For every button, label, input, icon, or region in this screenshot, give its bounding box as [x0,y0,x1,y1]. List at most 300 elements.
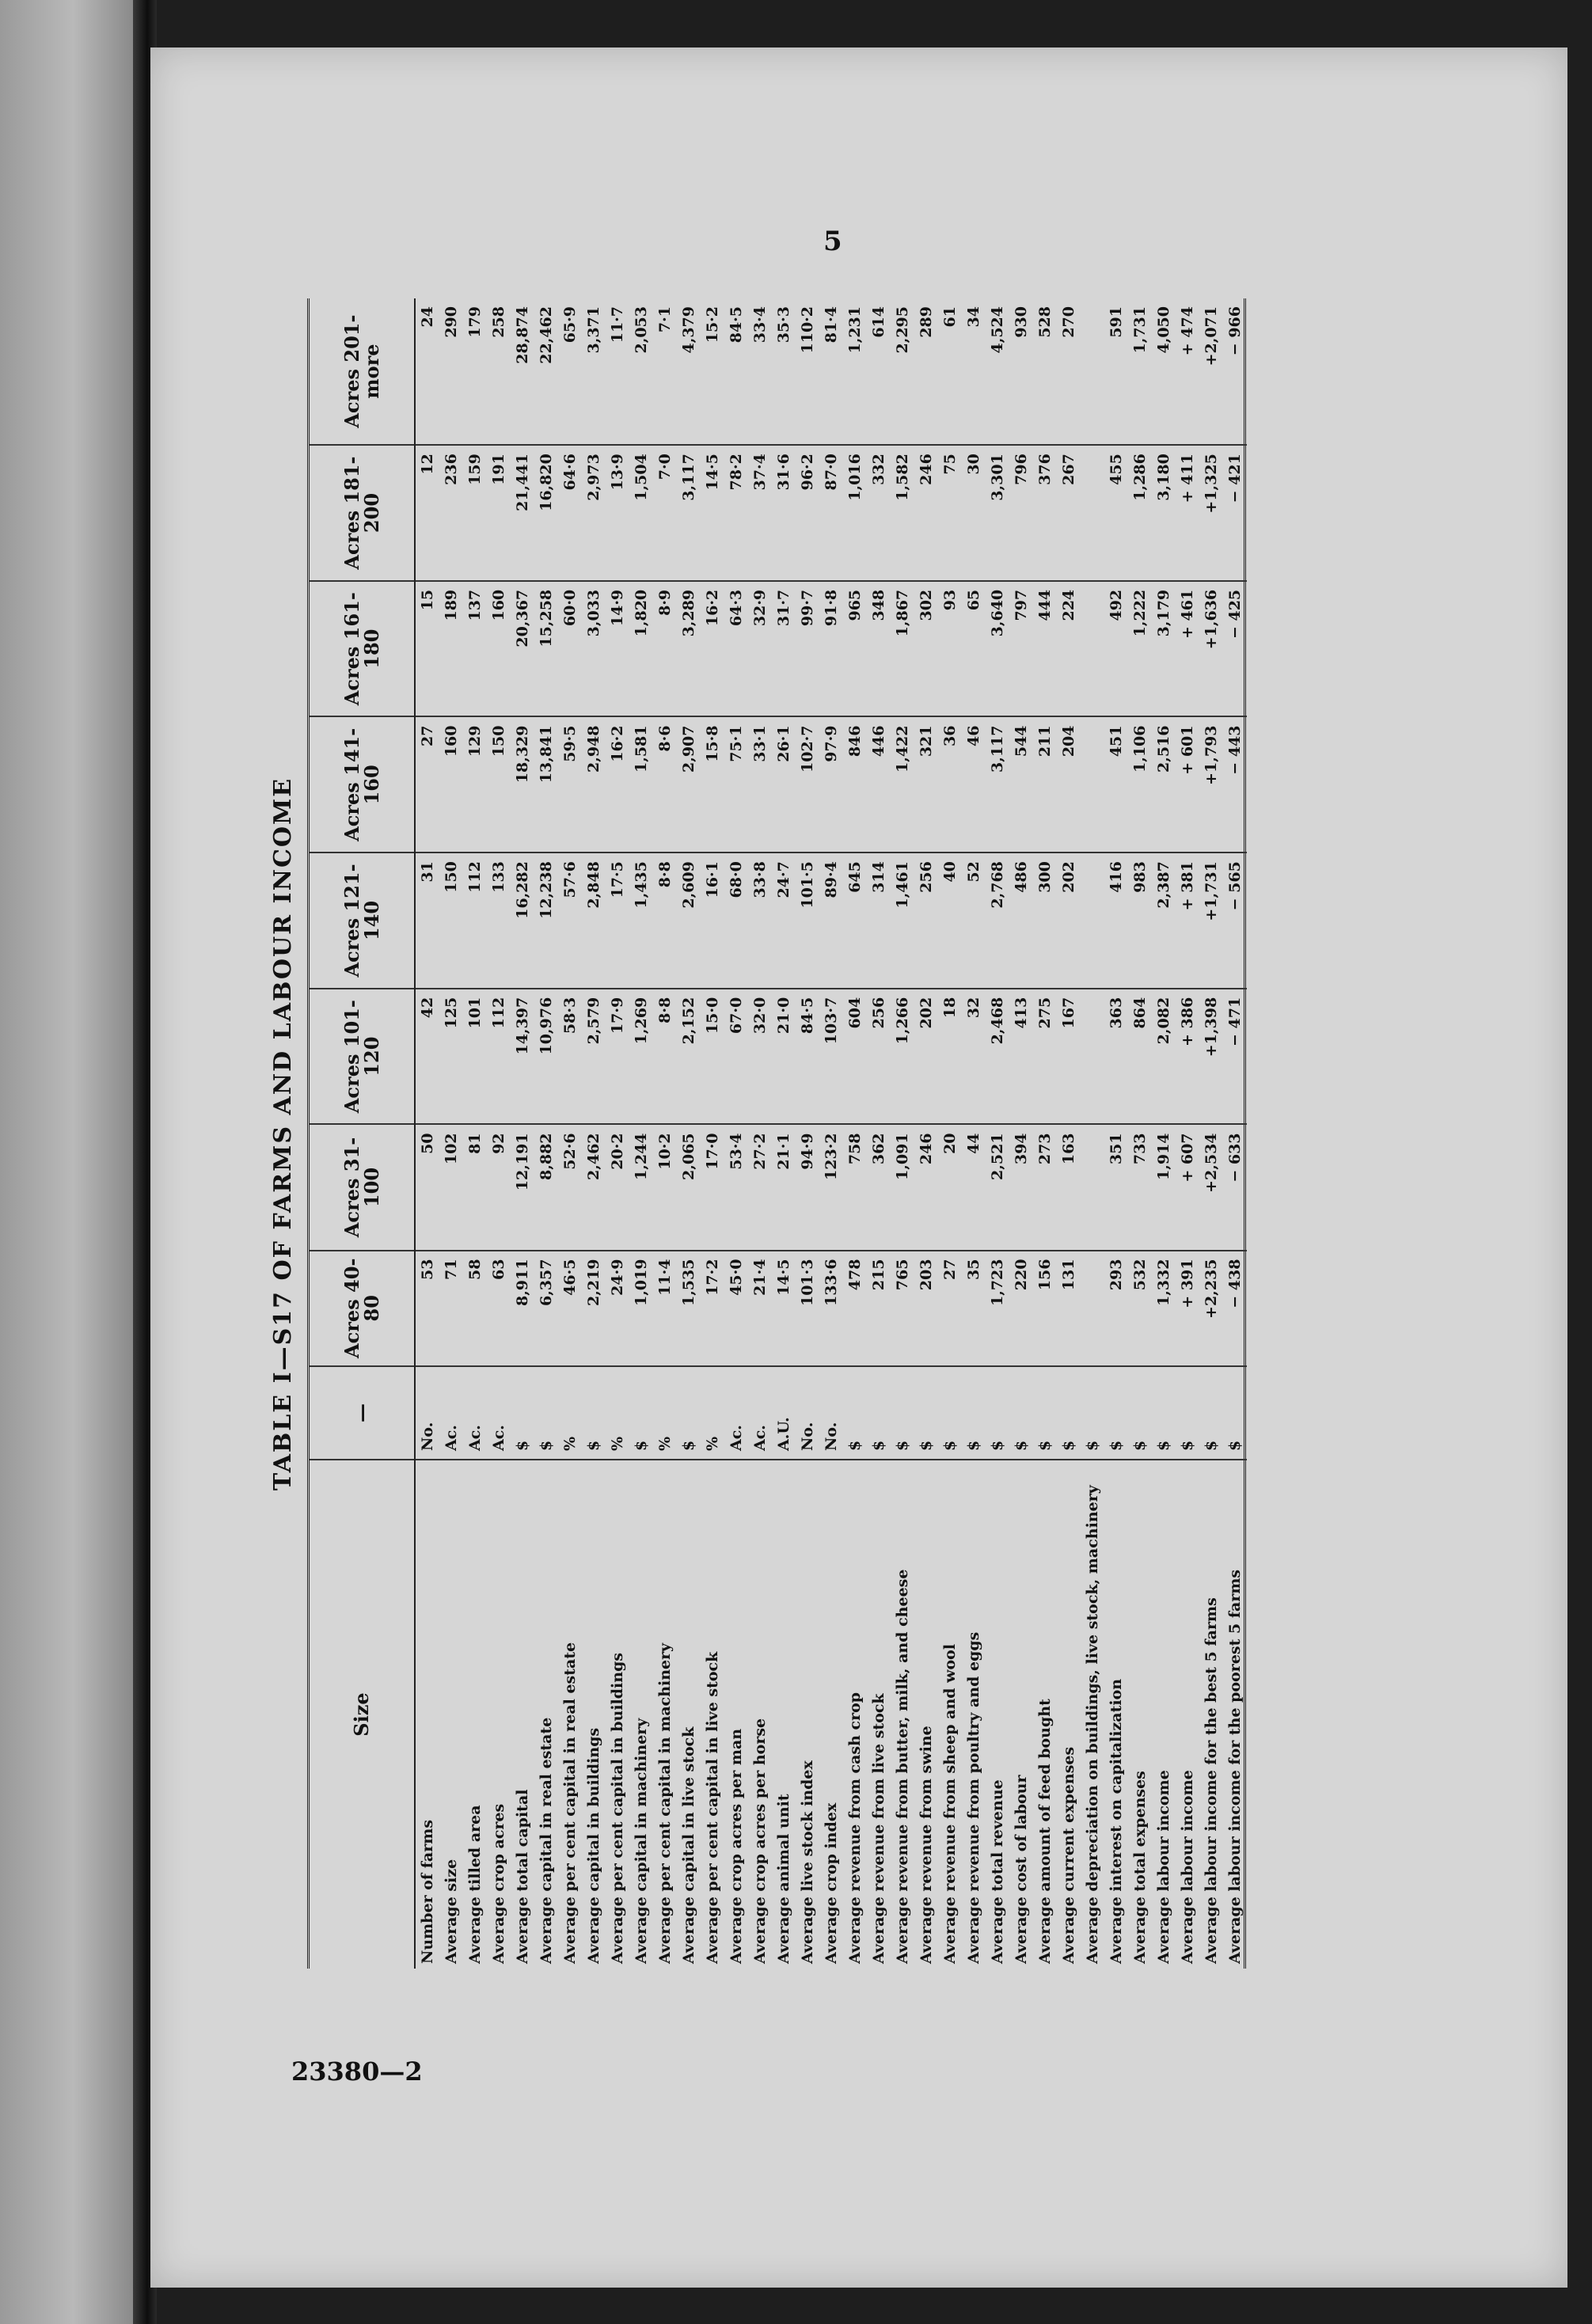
table-cell: 32 [962,989,986,1125]
table-cell: 797 [1009,581,1033,717]
row-label: Average labour income [1178,1770,1196,1964]
table-cell: 84·5 [724,298,748,445]
row-label: Average crop index [822,1802,840,1964]
unit-column-header: — [310,1366,415,1460]
table-cell: 3,640 [986,581,1009,717]
row-unit: $ [962,1366,986,1460]
row-label: Average capital in machinery [632,1718,650,1964]
table-cell: 35 [962,1251,986,1366]
column-header: Acres 101-120 [310,989,415,1125]
table-cell: 75 [938,445,962,581]
table-cell: 30 [962,445,986,581]
table-cell: 101·5 [796,853,819,989]
page-number: 5 [823,226,842,257]
table-row [415,298,439,1969]
row-unit: $ [1128,1366,1152,1460]
table-cell: 765 [891,1251,914,1366]
table-cell: 645 [843,853,867,989]
row-unit: $ [867,1366,891,1460]
table-cell: 10,976 [534,989,558,1125]
table-cell: 293 [1104,1251,1128,1366]
table-cell: 528 [1033,298,1057,445]
table-cell: 451 [1104,717,1128,853]
row-unit: % [653,1366,677,1460]
table-cell: 1,266 [891,989,914,1125]
table-cell: 332 [867,445,891,581]
table-cell: 1,435 [629,853,653,989]
table-cell: 163 [1057,1124,1081,1250]
table-cell: 2,848 [582,853,606,989]
row-label: Average total expenses [1130,1771,1149,1964]
table-cell: 57·6 [558,853,582,989]
table-cell: 2,082 [1152,989,1176,1125]
table-cell: 22,462 [534,298,558,445]
table-cell: 93 [938,581,962,717]
table-cell: 455 [1104,445,1128,581]
row-unit: $ [1176,1366,1199,1460]
table-cell: 258 [487,298,511,445]
table-cell: 21,441 [511,445,534,581]
row-unit: No. [415,1366,439,1460]
table-row [1033,298,1057,1969]
table-cell: 211 [1033,717,1057,853]
table-cell [1081,298,1104,445]
table-cell: + 381 [1176,853,1199,989]
table-row [724,298,748,1969]
column-header: Acres 141-160 [310,717,415,853]
table-cell: 2,053 [629,298,653,445]
table-cell: 36 [938,717,962,853]
table-cell: 532 [1128,1251,1152,1366]
row-label: Number of farms [418,1819,436,1964]
column-header: Acres 181-200 [310,445,415,581]
row-unit: Ac. [724,1366,748,1460]
table-cell: − 421 [1223,445,1247,581]
row-label: Average current expenses [1059,1746,1077,1964]
table-cell: 17·9 [606,989,629,1125]
table-cell: 289 [914,298,938,445]
table-cell: 52·6 [558,1124,582,1250]
table-row [914,298,938,1969]
table-cell: 31 [415,853,439,989]
table-cell: 1,914 [1152,1124,1176,1250]
table-cell: 102 [439,1124,463,1250]
table-cell: 97·9 [819,717,843,853]
table-row [511,298,534,1969]
table-header-row [310,298,415,1969]
table-cell: 204 [1057,717,1081,853]
table-cell: 8·8 [653,989,677,1125]
table-row [534,298,558,1969]
document-stamp: 23380—2 [291,2056,423,2087]
table-cell: 864 [1128,989,1152,1125]
table-cell: 14·5 [772,1251,796,1366]
row-unit: $ [1081,1366,1104,1460]
table-cell: 8·8 [653,853,677,989]
row-unit: $ [986,1366,1009,1460]
table-cell: 758 [843,1124,867,1250]
row-label: Average revenue from swine [917,1726,935,1964]
table-cell: 75·1 [724,717,748,853]
row-label: Average per cent capital in real estate [560,1642,579,1964]
row-label: Average total capital [513,1789,531,1964]
table-row [653,298,677,1969]
table-cell: 78·2 [724,445,748,581]
table-cell: 16,282 [511,853,534,989]
table-row [962,298,986,1969]
table-cell: +1,636 [1199,581,1223,717]
table-cell: 351 [1104,1124,1128,1250]
table-cell: 413 [1009,989,1033,1125]
table-cell: 14·5 [701,445,724,581]
table-cell: 101 [463,989,487,1125]
column-header: Acres 161-180 [310,581,415,717]
row-unit: Ac. [487,1366,511,1460]
table-cell: 1,286 [1128,445,1152,581]
row-label: Average interest on capitalization [1107,1678,1125,1964]
row-unit: $ [511,1366,534,1460]
table-cell: +1,398 [1199,989,1223,1125]
table-cell: − 438 [1223,1251,1247,1366]
table-cell: 65 [962,581,986,717]
rotated-table-block [269,293,1247,1975]
table-cell: 478 [843,1251,867,1366]
table-row [1176,298,1199,1969]
table-cell: 202 [1057,853,1081,989]
table-cell: 16·2 [606,717,629,853]
table-cell: 24·7 [772,853,796,989]
table-cell: 394 [1009,1124,1033,1250]
table-cell: 290 [439,298,463,445]
table-cell: 65·9 [558,298,582,445]
table-cell: 89·4 [819,853,843,989]
table-row [1223,298,1247,1969]
table-cell: 159 [463,445,487,581]
table-body [415,298,1247,1969]
table-cell: 17·2 [701,1251,724,1366]
table-cell: 8,882 [534,1124,558,1250]
table-cell: 591 [1104,298,1128,445]
table-cell: +1,793 [1199,717,1223,853]
table-cell: 35·3 [772,298,796,445]
table-cell: 59·5 [558,717,582,853]
row-unit: Ac. [748,1366,772,1460]
table-cell: 14·9 [606,581,629,717]
table-cell: 246 [914,1124,938,1250]
row-unit: Ac. [439,1366,463,1460]
row-label: Average amount of feed bought [1035,1699,1054,1964]
table-cell: 2,768 [986,853,1009,989]
table-cell: 1,106 [1128,717,1152,853]
table-cell: 17·0 [701,1124,724,1250]
row-label: Average labour income [1154,1770,1172,1964]
table-row [558,298,582,1969]
table-cell: 446 [867,717,891,853]
table-cell: 544 [1009,717,1033,853]
table-cell: 123·2 [819,1124,843,1250]
row-unit: $ [1009,1366,1033,1460]
table-cell: 12,191 [511,1124,534,1250]
farm-table [307,298,1246,1969]
table-cell: 189 [439,581,463,717]
table-cell: − 471 [1223,989,1247,1125]
table-row [629,298,653,1969]
table-cell: − 425 [1223,581,1247,717]
table-cell: 1,581 [629,717,653,853]
table-cell: 1,582 [891,445,914,581]
table-cell: 3,117 [677,445,701,581]
table-cell: − 443 [1223,717,1247,853]
table-cell: 300 [1033,853,1057,989]
table-cell: 20 [938,1124,962,1250]
table-row [1104,298,1128,1969]
table-cell: 160 [439,717,463,853]
table-cell: 15 [415,581,439,717]
table-cell: 6,357 [534,1251,558,1366]
table-cell: + 607 [1176,1124,1199,1250]
table-cell: 2,065 [677,1124,701,1250]
table-cell: 42 [415,989,439,1125]
row-label: Average per cent capital in buildings [608,1652,626,1964]
table-cell: 1,091 [891,1124,914,1250]
table-cell: 4,524 [986,298,1009,445]
table-cell: 27 [938,1251,962,1366]
table-cell: 150 [487,717,511,853]
table-cell: 31·6 [772,445,796,581]
table-cell: 137 [463,581,487,717]
table-cell: 94·9 [796,1124,819,1250]
table-cell: 1,461 [891,853,914,989]
table-cell: 3,179 [1152,581,1176,717]
table-cell: 21·1 [772,1124,796,1250]
table-cell: 37·4 [748,445,772,581]
row-unit: $ [629,1366,653,1460]
table-cell: 362 [867,1124,891,1250]
table-cell: − 633 [1223,1124,1247,1250]
table-row [1128,298,1152,1969]
table-cell: 92 [487,1124,511,1250]
table-cell: +1,731 [1199,853,1223,989]
row-unit: Ac. [463,1366,487,1460]
table-row [487,298,511,1969]
table-cell: 275 [1033,989,1057,1125]
table-cell: 133·6 [819,1251,843,1366]
table-cell: 8,911 [511,1251,534,1366]
table-cell: 15,258 [534,581,558,717]
table-cell: 179 [463,298,487,445]
row-label: Average size [442,1859,460,1964]
row-label: Average revenue from poultry and eggs [964,1631,982,1964]
table-cell: +2,071 [1199,298,1223,445]
table-cell: 28,874 [511,298,534,445]
table-row [819,298,843,1969]
table-cell: 1,244 [629,1124,653,1250]
row-label: Average revenue from sheep and wool [940,1643,959,1964]
table-row [606,298,629,1969]
table-cell: 45·0 [724,1251,748,1366]
table-cell: 60·0 [558,581,582,717]
table-row [748,298,772,1969]
table-cell: 4,050 [1152,298,1176,445]
table-cell: 444 [1033,581,1057,717]
table-cell: 32·9 [748,581,772,717]
table-row [843,298,867,1969]
table-cell: 11·7 [606,298,629,445]
table-cell: 1,723 [986,1251,1009,1366]
table-cell: 44 [962,1124,986,1250]
table-row [1081,298,1104,1969]
table-cell: 110·2 [796,298,819,445]
table-cell: +2,235 [1199,1251,1223,1366]
table-cell [1081,717,1104,853]
table-cell: 1,222 [1128,581,1152,717]
table-cell: 64·6 [558,445,582,581]
table-cell: 160 [487,581,511,717]
table-row [1199,298,1223,1969]
table-cell: 53 [415,1251,439,1366]
table-cell: 20,367 [511,581,534,717]
table-cell: 348 [867,581,891,717]
table-cell: + 461 [1176,581,1199,717]
table-cell: 12 [415,445,439,581]
table-cell: 15·0 [701,989,724,1125]
table-cell: 91·8 [819,581,843,717]
table-cell: 846 [843,717,867,853]
row-unit: $ [1057,1366,1081,1460]
table-cell: 1,504 [629,445,653,581]
table-cell: 10·2 [653,1124,677,1250]
table-cell: 16·1 [701,853,724,989]
table-cell: 68·0 [724,853,748,989]
table-cell [1081,445,1104,581]
table-row [796,298,819,1969]
table-cell [1081,581,1104,717]
column-header: Acres 201-more [310,298,415,445]
row-label: Average crop acres [489,1803,507,1964]
table-cell: 376 [1033,445,1057,581]
table-cell: 18,329 [511,717,534,853]
table-row [463,298,487,1969]
table-cell: 14,397 [511,989,534,1125]
table-cell: 156 [1033,1251,1057,1366]
table-cell: 18 [938,989,962,1125]
table-cell: 26·1 [772,717,796,853]
table-cell: 256 [867,989,891,1125]
table-cell: 246 [914,445,938,581]
table-cell: 8·6 [653,717,677,853]
table-cell: 236 [439,445,463,581]
table-cell: 267 [1057,445,1081,581]
table-cell: 15·2 [701,298,724,445]
row-unit: $ [1033,1366,1057,1460]
table-cell: 46 [962,717,986,853]
table-cell: 63 [487,1251,511,1366]
row-label: Average animal unit [774,1794,792,1964]
table-cell: 1,820 [629,581,653,717]
table-cell: 96·2 [796,445,819,581]
table-row [582,298,606,1969]
table-cell: + 411 [1176,445,1199,581]
table-title: TABLE I—S17 OF FARMS AND LABOUR INCOME [269,777,297,1491]
table-cell: 84·5 [796,989,819,1125]
table-row [439,298,463,1969]
table-row [1057,298,1081,1969]
row-label: Average revenue from live stock [869,1693,887,1964]
table-cell: 3,180 [1152,445,1176,581]
table-cell: 16,820 [534,445,558,581]
row-unit: $ [1152,1366,1176,1460]
table-cell: 7·1 [653,298,677,445]
table-cell: 224 [1057,581,1081,717]
table-cell: + 391 [1176,1251,1199,1366]
table-cell: 2,973 [582,445,606,581]
table-cell [1081,1251,1104,1366]
row-unit: $ [891,1366,914,1460]
table-cell: 416 [1104,853,1128,989]
table-cell: 1,269 [629,989,653,1125]
table-cell: 270 [1057,298,1081,445]
table-cell: 7·0 [653,445,677,581]
table-cell: 3,117 [986,717,1009,853]
table-cell [1081,1124,1104,1250]
table-cell: 1,019 [629,1251,653,1366]
table-cell: 2,468 [986,989,1009,1125]
table-cell: 99·7 [796,581,819,717]
table-cell: − 565 [1223,853,1247,989]
row-label: Average revenue from butter, milk, and cheese [893,1569,911,1964]
table-row [701,298,724,1969]
table-cell: 930 [1009,298,1033,445]
table-cell: 53·4 [724,1124,748,1250]
table-cell: 2,295 [891,298,914,445]
row-label: Average live stock index [798,1760,816,1964]
size-column-header: Size [310,1460,415,1969]
table-cell: 302 [914,581,938,717]
row-label: Average per cent capital in machinery [655,1642,674,1964]
table-cell: 16·2 [701,581,724,717]
row-unit: $ [914,1366,938,1460]
table-cell: 129 [463,717,487,853]
row-unit: $ [582,1366,606,1460]
row-label: Average labour income for the best 5 farms [1202,1597,1220,1964]
table-cell: 58 [463,1251,487,1366]
table-cell: 131 [1057,1251,1081,1366]
table-row [986,298,1009,1969]
table-cell: 81·4 [819,298,843,445]
table-cell: 33·1 [748,717,772,853]
table-cell: 103·7 [819,989,843,1125]
table-cell: 1,867 [891,581,914,717]
table-cell: 3,301 [986,445,1009,581]
table-cell: 20·2 [606,1124,629,1250]
table-cell: 27 [415,717,439,853]
row-unit: $ [843,1366,867,1460]
table-cell: 2,516 [1152,717,1176,853]
table-cell: 2,579 [582,989,606,1125]
table-row [867,298,891,1969]
table-cell: 81 [463,1124,487,1250]
table-cell: − 966 [1223,298,1247,445]
table-cell: 21·4 [748,1251,772,1366]
table-cell: 1,231 [843,298,867,445]
table-cell: 604 [843,989,867,1125]
row-label: Average per cent capital in live stock [703,1651,721,1964]
table-cell: 486 [1009,853,1033,989]
table-cell: 2,948 [582,717,606,853]
table-cell: 363 [1104,989,1128,1125]
table-cell: 13·9 [606,445,629,581]
table-cell: 492 [1104,581,1128,717]
